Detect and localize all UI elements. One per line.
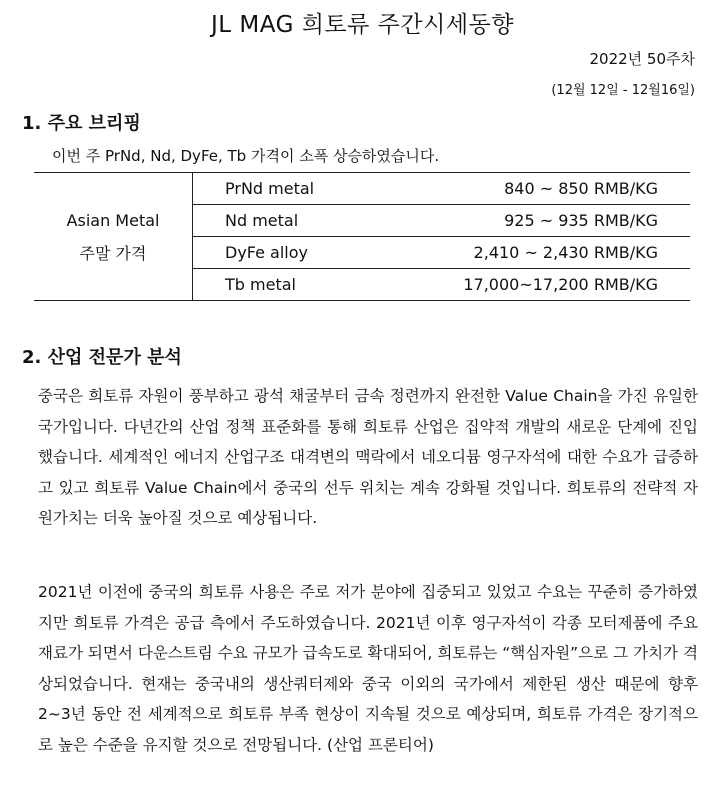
price-source-cell (34, 173, 193, 301)
section-heading-analysis: 2. 산업 전문가 분석 (22, 347, 182, 368)
metal-price: 840 ~ 850 RMB/KG (366, 173, 690, 205)
briefing-intro: 이번 주 PrNd, Nd, DyFe, Tb 가격이 소폭 상승하였습니다. (52, 147, 440, 165)
metal-name: DyFe alloy (193, 237, 367, 269)
table-row (34, 173, 690, 205)
metal-name: Tb metal (193, 269, 367, 301)
metal-name: Nd metal (193, 205, 367, 237)
metal-name: PrNd metal (193, 173, 367, 205)
metal-price: 17,000~17,200 RMB/KG (366, 269, 690, 301)
metal-price: 2,410 ~ 2,430 RMB/KG (366, 237, 690, 269)
price-period-label: 주말 가격 (79, 243, 147, 263)
section-heading-briefing: 1. 주요 브리핑 (22, 113, 141, 134)
price-source-label: Asian Metal (66, 210, 160, 230)
price-table (34, 172, 690, 301)
week-label: 2022년 50주차 (589, 50, 695, 68)
analysis-paragraph-2: 2021년 이전에 중국의 희토류 사용은 주로 저가 분야에 집중되고 있었고 수요는 꾸준히 증가하였지만 희토류 가격은 공급 측에서 주도하였습니다. 2021년 이후 영구자석이 각종 모터제품에 주요 재료가 되면서 다운스트림 수요 규모가 급속도로 확대되어, 희토류는 “핵심자원”으로 그 가치가 격상되었습니다. 현재는 중국내의 생산쿼터제와 중국 이외의 국가에서 제한된 생산 때문에 향후 2~3년 동안 전 세계적으로 희토류 부족 현상이 지속될 것으로 예상되며, 희토류 가격은 장기적으로 높은 수준을 유지할 것으로 전망됩니다. (산업 프론티어) (38, 583, 698, 754)
metal-price: 925 ~ 935 RMB/KG (366, 205, 690, 237)
analysis-paragraph-1: 중국은 희토류 자원이 풍부하고 광석 채굴부터 금속 정련까지 완전한 Value Chain을 가진 유일한 국가입니다. 다년간의 산업 정책 표준화를 통해 희토류 산업은 집약적 개발의 새로운 단계에 진입했습니다. 세계적인 에너지 산업구조 대격변의 맥락에서 네오디뮴 영구자석에 대한 수요가 급증하고 있고 희토류 Value Chain에서 중국의 선두 위치는 계속 강화될 것입니다. 희토류의 전략적 자원가치는 더욱 높아질 것으로 예상됩니다. (38, 387, 698, 528)
date-range: (12월 12일 - 12월16일) (551, 83, 695, 98)
document-title: JL MAG 희토류 주간시세동향 (211, 12, 514, 38)
